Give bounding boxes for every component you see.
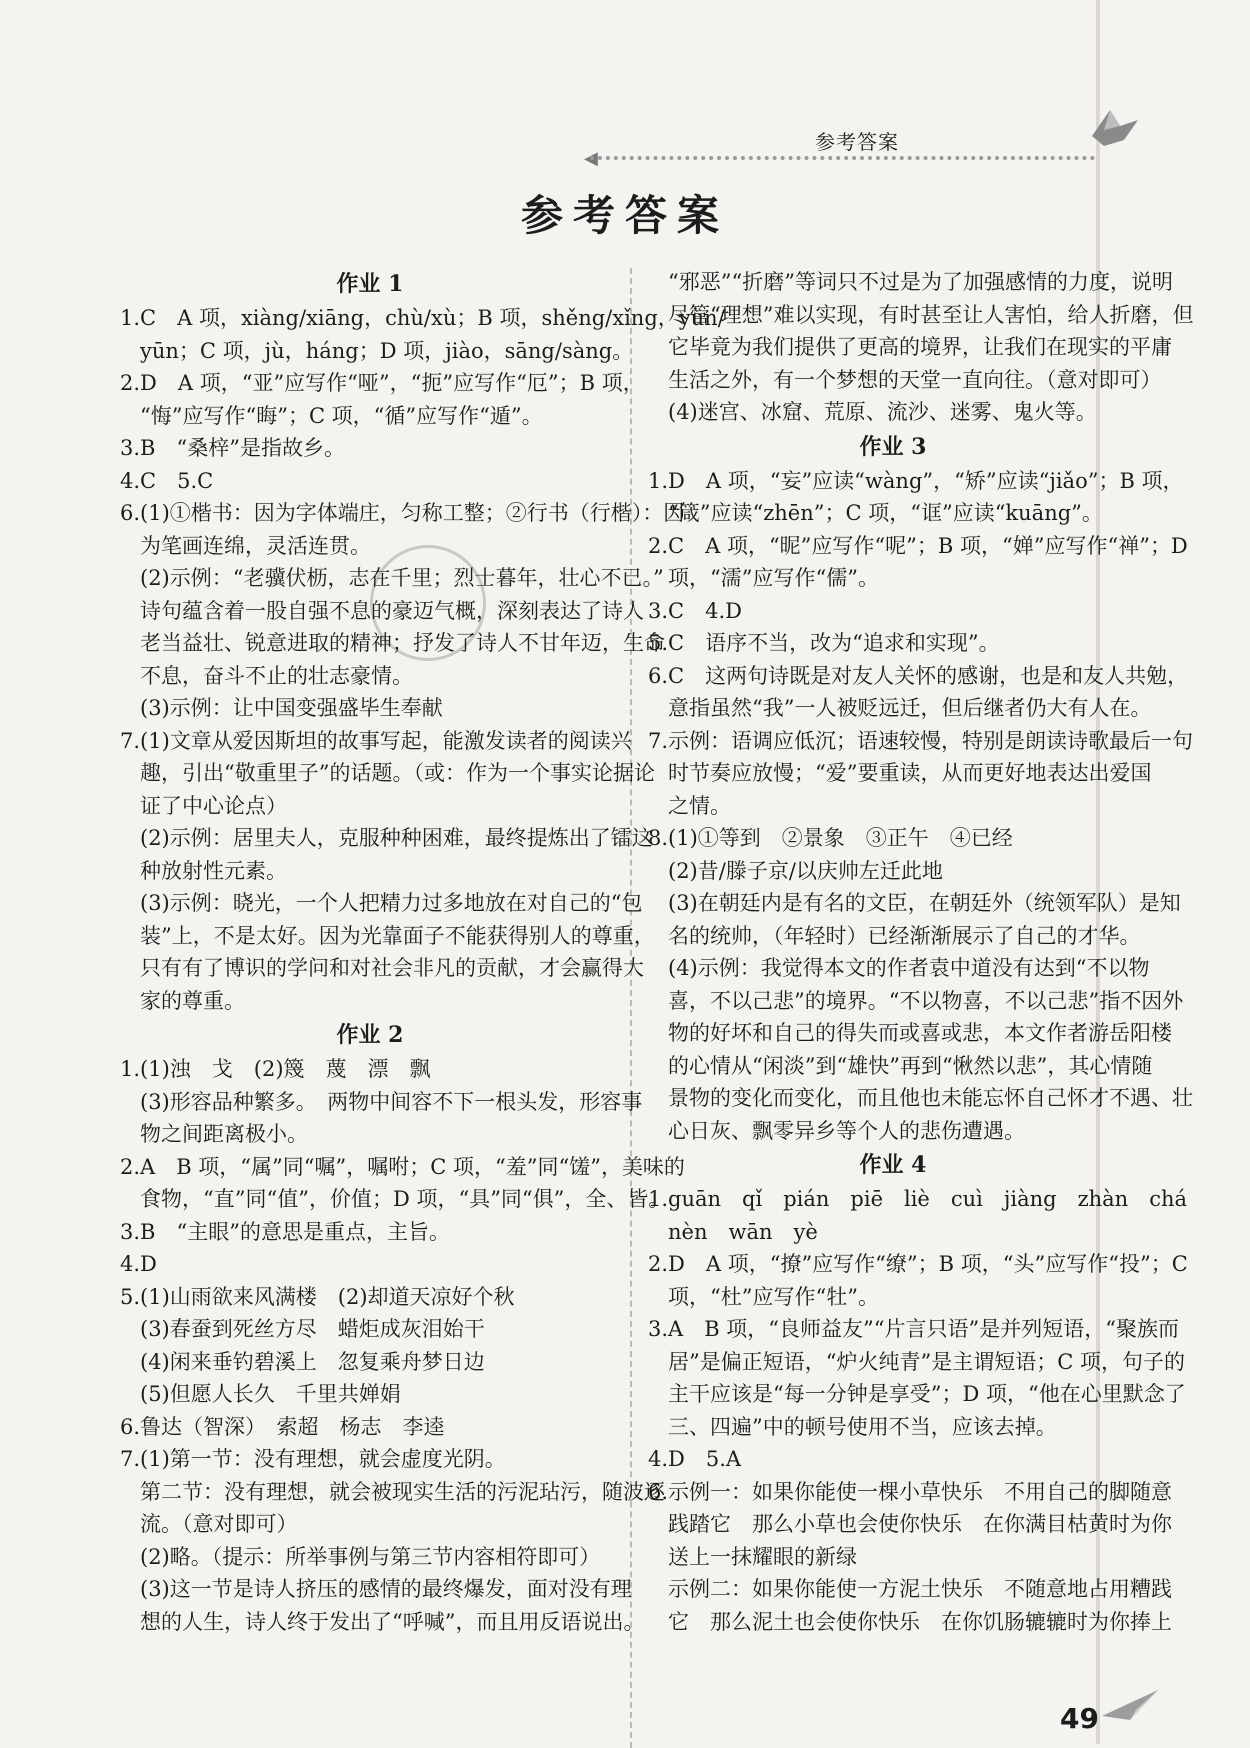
answer-continuation: 之情。	[668, 793, 731, 818]
answer-continuation: (3)在朝廷内是有名的文臣，在朝廷外（统领军队）是知	[668, 891, 1181, 915]
answer-continuation: 三、四遍”中的顿号使用不当，应该去掉。	[668, 1414, 1057, 1439]
answer-continuation: nèn wān yè	[668, 1219, 818, 1244]
answer-item: 1.D A 项，“妄”应读“wàng”，“矫”应读“jiǎo”；B 项，	[648, 468, 1184, 493]
page-header	[584, 126, 1130, 169]
section-title: 作业 3	[859, 433, 927, 460]
answer-continuation: 它 那么泥土也会使你快乐 在你饥肠辘辘时为你捧上	[668, 1609, 1172, 1634]
answer-continuation: 主干应该是“每一分钟是享受”；D 项，“他在心里默念了	[668, 1382, 1186, 1406]
answer-item: 8.(1)①等到 ②景象 ③正午 ④已经	[648, 826, 1013, 850]
page-title: 参考答案	[520, 191, 729, 240]
answer-item: 7.(1)第一节：没有理想，就会虚度光阴。	[120, 1447, 506, 1471]
answer-continuation: 物的好坏和自己的得失而或喜或悲，本文作者游岳阳楼	[668, 1021, 1172, 1045]
answer-continuation: 心日灰、飘零异乡等个人的悲伤遭遇。	[668, 1118, 1025, 1143]
arrow-left-icon: ◀	[584, 148, 598, 169]
answer-continuation: 居”是偏正短语，“炉火纯青”是主谓短语；C 项，句子的	[668, 1349, 1185, 1374]
answer-continuation: 名的统帅，（年轻时）已经渐渐展示了自己的才华。	[668, 923, 1141, 948]
answer-item: 2.D A 项，“撩”应写作“缭”；B 项，“头”应写作“投”；C	[648, 1252, 1188, 1276]
answer-continuation: 的心情从“闲淡”到“雄快”再到“愀然以悲”，其心情随	[668, 1053, 1153, 1078]
answer-item: 6.鲁达（智深） 索超 杨志 李逵	[120, 1414, 445, 1439]
answer-item: 1.guān qǐ pián piē liè cuì jiàng zhàn chá	[648, 1187, 1188, 1211]
answer-continuation: 喜，不以己悲”的境界。“不以物喜，不以己悲”指不因外	[668, 988, 1184, 1013]
answer-continuation: 为笔画连绵，灵活连贯。	[140, 533, 371, 558]
answer-continuation: 装”上，不是太好。因为光靠面子不能获得别人的尊重，	[140, 923, 655, 948]
dotted-rule	[590, 156, 1095, 160]
answer-continuation: 家的尊重。	[140, 988, 245, 1013]
paper-bird-icon	[1090, 106, 1140, 150]
answer-item: 7.(1)文章从爱因斯坦的故事写起，能激发读者的阅读兴	[120, 728, 632, 753]
answer-item: 3.C 4.D	[648, 598, 742, 623]
answer-continuation: (3)这一节是诗人挤压的感情的最终爆发，面对没有理	[140, 1577, 632, 1601]
answer-continuation: 诗句蕴含着一股自强不息的豪迈气概，深刻表达了诗人	[140, 598, 644, 623]
answer-continuation: “箴”应读“zhēn”；C 项，“诓”应读“kuāng”。	[668, 501, 1103, 525]
answer-continuation: (2)略。（提示：所举事例与第三节内容相符即可）	[140, 1544, 601, 1569]
answer-continuation: 食物，“直”同“值”，价值；D 项，“具”同“俱”，全、皆。	[140, 1187, 670, 1211]
answer-continuation: (2)昔/滕子京/以庆帅左迁此地	[668, 858, 943, 883]
answer-item: 2.A B 项，“属”同“嘱”，嘱咐；C 项，“羞”同“馐”，美味的	[120, 1154, 685, 1179]
answer-continuation: (4)示例：我觉得本文的作者袁中道没有达到“不以物	[668, 956, 1150, 980]
answer-item: 6.示例一：如果你能使一棵小草快乐 不用自己的脚随意	[648, 1479, 1173, 1504]
answer-continuation: (2)示例：居里夫人，克服种种困难，最终提炼出了镭这	[140, 826, 653, 850]
answer-item: 4.D 5.A	[648, 1447, 742, 1471]
answer-item: 5.C 语序不当，改为“追求和实现”。	[648, 631, 1000, 655]
answer-item: 6.C 这两句诗既是对友人关怀的感谢，也是和友人共勉，	[648, 663, 1189, 688]
answer-continuation: 不息，奋斗不止的壮志豪情。	[140, 663, 413, 688]
answer-continuation: 践踏它 那么小草也会使你快乐 在你满目枯黄时为你	[668, 1512, 1172, 1536]
answer-continuation: 生活之外，有一个梦想的天堂一直向往。（意对即可）	[668, 367, 1162, 392]
answer-continuation: 它毕竟为我们提供了更高的境界，让我们在现实的平庸	[668, 335, 1172, 359]
answer-continuation: 种放射性元素。	[140, 858, 287, 883]
answer-item: 7.示例：语调应低沉；语速较慢，特别是朗读诗歌最后一句	[648, 728, 1194, 753]
answer-continuation: 物之间距离极小。	[140, 1122, 308, 1146]
answer-item: 1.(1)浊 戈 (2)篾 蔑 漂 飘	[120, 1057, 431, 1081]
answer-continuation: 时节奏应放慢；“爱”要重读，从而更好地表达出爱国	[668, 761, 1152, 785]
answer-item: 4.D	[120, 1252, 157, 1276]
answer-item: 1.C A 项，xiàng/xiāng，chù/xù；B 项，shěng/xǐng，yùn/	[120, 306, 725, 330]
answer-continuation: (3)春蚕到死丝方尽 蜡炬成灰泪始干	[140, 1317, 485, 1341]
answer-continuation: 老当益壮、锐意进取的精神；抒发了诗人不甘年迈，生命	[140, 631, 665, 655]
answer-continuation: (4)闲来垂钓碧溪上 忽复乘舟梦日边	[140, 1349, 485, 1374]
answer-continuation: (3)示例：让中国变强盛毕生奉献	[140, 696, 443, 720]
answer-continuation: 证了中心论点）	[140, 793, 287, 818]
answer-item: 4.C 5.C	[120, 468, 214, 493]
answer-continuation: (2)示例：“老骥伏枥，志在千里；烈士暮年，壮心不已。”	[140, 566, 664, 590]
answer-continuation: 项，“杜”应写作“牡”。	[668, 1284, 879, 1309]
answer-continuation: 送上一抹耀眼的新绿	[668, 1544, 857, 1569]
answer-item: 5.(1)山雨欲来风满楼 (2)却道天凉好个秋	[120, 1284, 515, 1309]
answer-continuation: 第二节：没有理想，就会被现实生活的污泥玷污，随波逐	[140, 1479, 665, 1504]
page-number: 49	[1060, 1702, 1099, 1735]
paper-plane-icon	[1100, 1686, 1160, 1726]
answer-continuation: 趣，引出“敬重里子”的话题。（或：作为一个事实论据论	[140, 761, 655, 785]
answer-continuation: 示例二：如果你能使一方泥土快乐 不随意地占用糟践	[668, 1577, 1172, 1601]
answer-item: 2.D A 项，“亚”应写作“哑”，“扼”应写作“厄”；B 项，	[120, 371, 644, 395]
answer-continuation: (4)迷宫、冰窟、荒原、流沙、迷雾、鬼火等。	[668, 400, 1097, 424]
answer-continuation: 想的人生，诗人终于发出了“呼喊”，而且用反语说出。	[140, 1609, 645, 1634]
answer-continuation: 尽管“理想”难以实现，有时甚至让人害怕，给人折磨，但	[668, 302, 1194, 327]
answer-continuation: 项，“濡”应写作“儒”。	[668, 566, 879, 590]
section-title: 作业 4	[859, 1152, 927, 1178]
answer-continuation: 景物的变化而变化，而且他也未能忘怀自己怀才不遇、壮	[668, 1086, 1193, 1110]
answer-continuation: 只有有了博识的学问和对社会非凡的贡献，才会赢得大	[140, 956, 644, 980]
answer-continuation: yūn；C 项，jù，háng；D 项，jiào，sāng/sàng。	[140, 338, 634, 363]
answer-continuation: “悔”应写作“晦”；C 项，“循”应写作“遁”。	[140, 403, 543, 428]
answer-continuation: 意指虽然“我”一人被贬远迁，但后继者仍大有人在。	[668, 696, 1152, 720]
answer-item: 2.C A 项，“昵”应写作“呢”；B 项，“婵”应写作“禅”；D	[648, 533, 1188, 558]
answer-item: 3.B “主眼”的意思是重点，主旨。	[120, 1219, 450, 1244]
answer-continuation: (5)但愿人长久 千里共婵娟	[140, 1382, 401, 1406]
answer-item: 6.(1)①楷书：因为字体端庄，匀称工整；②行书（行楷）：因	[120, 501, 685, 525]
answer-continuation: “邪恶”“折磨”等词只不过是为了加强感情的力度，说明	[668, 270, 1173, 294]
column-divider	[630, 268, 632, 1748]
answer-continuation: 流。（意对即可）	[140, 1512, 298, 1536]
answer-item: 3.B “桑梓”是指故乡。	[120, 436, 345, 460]
answer-continuation: (3)形容品种繁多。 两物中间容不下一根头发，形容事	[140, 1089, 643, 1114]
section-title: 作业 2	[336, 1022, 404, 1048]
answer-continuation: (3)示例：晓光，一个人把精力过多地放在对自己的“包	[140, 891, 643, 915]
section-title: 作业 1	[336, 271, 404, 297]
right-column	[648, 266, 1194, 1638]
answer-item: 3.A B 项，“良师益友”“片言只语”是并列短语，“聚族而	[648, 1317, 1179, 1341]
header-label: 参考答案	[815, 130, 899, 154]
